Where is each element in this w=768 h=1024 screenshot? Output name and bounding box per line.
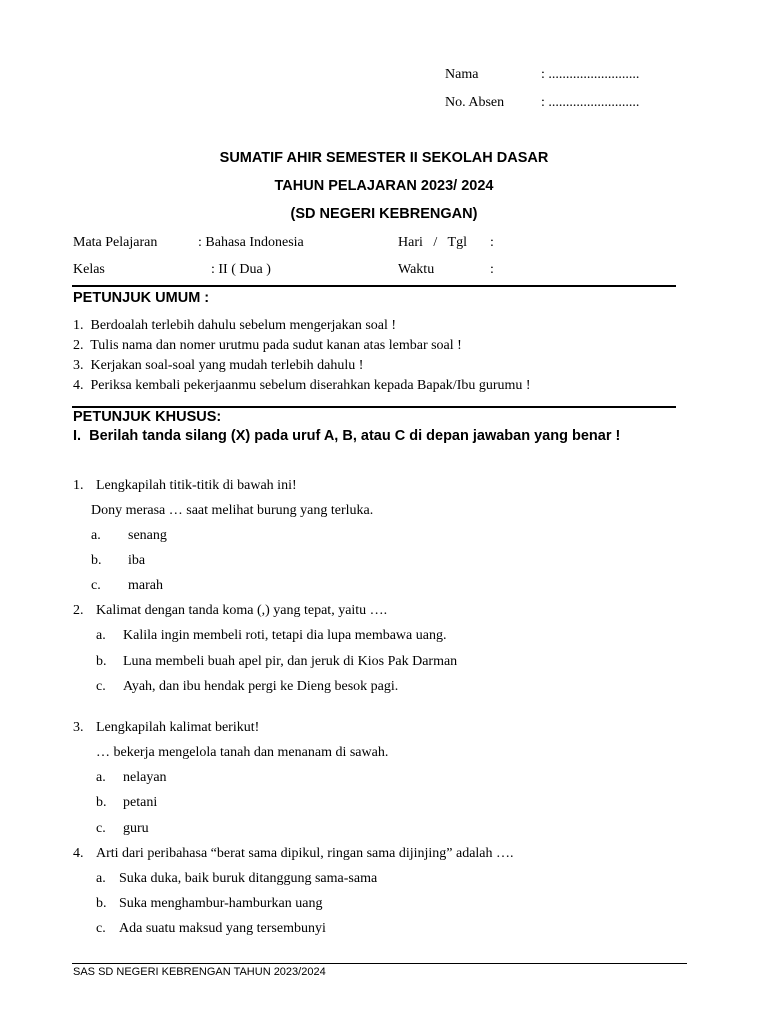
question-number: 3. <box>73 720 84 735</box>
divider <box>72 406 676 408</box>
option-letter: b. <box>91 553 102 568</box>
option-text: Ada suatu maksud yang tersembunyi <box>119 921 326 936</box>
question-text: Arti dari peribahasa “berat sama dipikul, ringan sama dijinjing” adalah …. <box>96 846 514 861</box>
instruction-item: 3. Kerjakan soal-soal yang mudah terlebih dahulu ! <box>73 358 364 373</box>
footer-divider <box>72 963 687 964</box>
question-number: 1. <box>73 478 84 493</box>
subject-label: Mata Pelajaran <box>73 235 158 250</box>
option-letter: b. <box>96 654 107 669</box>
option-text: Kalila ingin membeli roti, tetapi dia lupa membawa uang. <box>123 628 447 643</box>
page-title: SUMATIF AHIR SEMESTER II SEKOLAH DASAR <box>219 150 549 166</box>
option-text: guru <box>123 821 149 836</box>
instruction-item: 1. Berdoalah terlebih dahulu sebelum mengerjakan soal ! <box>73 318 397 333</box>
option-letter: a. <box>96 871 106 886</box>
special-instructions-heading: PETUNJUK KHUSUS: <box>73 409 222 425</box>
name-blank: : .......................... <box>541 67 640 82</box>
option-letter: c. <box>96 921 106 936</box>
option-text: Suka duka, baik buruk ditanggung sama-sama <box>119 871 378 886</box>
option-letter: b. <box>96 896 107 911</box>
instruction-item: 4. Periksa kembali pekerjaanmu sebelum diserahkan kepada Bapak/Ibu gurumu ! <box>73 378 531 393</box>
option-text: iba <box>128 553 146 568</box>
question-text: Kalimat dengan tanda koma (,) yang tepat, yaitu …. <box>96 603 388 618</box>
school-name: (SD NEGERI KEBRENGAN) <box>290 206 478 222</box>
option-text: Luna membeli buah apel pir, dan jeruk di Kios Pak Darman <box>123 654 458 669</box>
general-instructions-heading: PETUNJUK UMUM : <box>73 290 210 306</box>
instruction-item: 2. Tulis nama dan nomer urutmu pada sudut kanan atas lembar soal ! <box>73 338 462 353</box>
option-letter: b. <box>96 795 107 810</box>
time-label: Waktu <box>398 262 435 277</box>
option-letter: c. <box>96 679 106 694</box>
option-letter: c. <box>96 821 106 836</box>
option-letter: a. <box>96 628 106 643</box>
academic-year: TAHUN PELAJARAN 2023/ 2024 <box>274 178 494 194</box>
option-letter: a. <box>91 528 101 543</box>
question-subtext: … bekerja mengelola tanah dan menanam di sawah. <box>96 745 389 760</box>
question-number: 2. <box>73 603 84 618</box>
question-number: 4. <box>73 846 84 861</box>
option-text: petani <box>123 795 158 810</box>
subject-value: : Bahasa Indonesia <box>198 235 304 250</box>
question-text: Lengkapilah titik-titik di bawah ini! <box>96 478 297 493</box>
absence-number-label: No. Absen <box>445 95 505 110</box>
option-text: Suka menghambur-hamburkan uang <box>119 896 323 911</box>
class-label: Kelas <box>73 262 105 277</box>
option-text: senang <box>128 528 167 543</box>
section-instruction: I. Berilah tanda silang (X) pada uruf A, B, atau C di depan jawaban yang benar ! <box>73 428 621 444</box>
question-text: Lengkapilah kalimat berikut! <box>96 720 260 735</box>
question-subtext: Dony merasa … saat melihat burung yang terluka. <box>91 503 374 518</box>
absence-number-blank: : .......................... <box>541 95 640 110</box>
class-value: : II ( Dua ) <box>211 262 271 277</box>
divider <box>72 285 676 287</box>
option-text: nelayan <box>123 770 167 785</box>
day-date-label: Hari / Tgl <box>398 235 467 250</box>
time-value: : <box>490 262 494 277</box>
option-text: Ayah, dan ibu hendak pergi ke Dieng besok pagi. <box>123 679 399 694</box>
name-label: Nama <box>445 67 479 82</box>
option-letter: c. <box>91 578 101 593</box>
option-text: marah <box>128 578 163 593</box>
day-date-value: : <box>490 235 494 250</box>
option-letter: a. <box>96 770 106 785</box>
page-footer: SAS SD NEGERI KEBRENGAN TAHUN 2023/2024 <box>73 966 326 978</box>
